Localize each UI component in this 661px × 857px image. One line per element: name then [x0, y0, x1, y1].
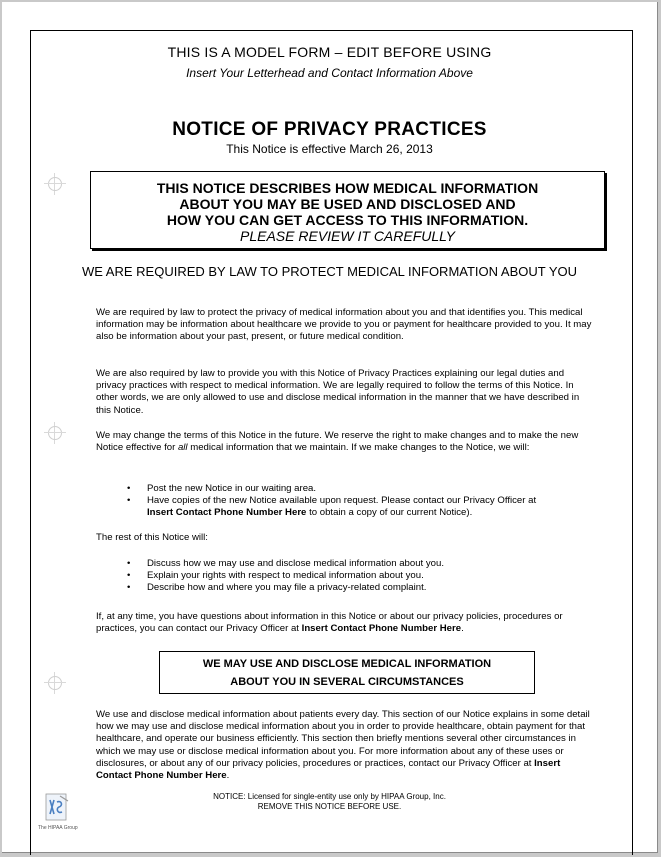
paragraph-2: We are also required by law to provide you with this Notice of Privacy Practices explaining our legal duties and privacy practices with respect to medical information. We are legally required to follow the terms of this Notice. In other words, we are only allowed to use and disclose medical information in the manner that we have described in this Notice.	[96, 368, 580, 416]
list-item: • Explain your rights with respect to medical information about you.	[127, 570, 597, 582]
paragraph-5: We use and disclose medical information about patients every day. This section of our Notice explains in some detail how we may use and disclose medical information about you in order to provide healthcare, obtain payment for that healthcare, and operate our business efficiently. This section then briefly mentions several other circumstances in which we may use or disclose medical information about you. For more information about any of these uses or disclosures, or about any of our privacy policies, procedures or practices, contact our Privacy Officer at Insert Contact Phone Number Here.	[96, 709, 590, 782]
notice-warning-box	[90, 171, 605, 249]
bullet-list-rest	[127, 558, 597, 595]
list-item: • Have copies of the new Notice available upon request. Please contact our Privacy Officer at Insert Contact Phone Number Here to obtain a copy of our current Notice).	[127, 495, 597, 519]
section-box-uses	[159, 651, 535, 694]
uses-line-1: WE MAY USE AND DISCLOSE MEDICAL INFORMATION	[202, 658, 492, 670]
paragraph-3: We may change the terms of this Notice in the future. We reserve the right to make changes and to make the new Notice effective for all medical information that we maintain. If we make changes to the Notice, we will:	[96, 430, 579, 454]
license-line-2: REMOVE THIS NOTICE BEFORE USE.	[257, 802, 402, 811]
warning-line-2: ABOUT YOU MAY BE USED AND DISCLOSED AND	[179, 196, 516, 212]
list-item: • Post the new Notice in our waiting area.	[127, 483, 597, 495]
section-heading-required: WE ARE REQUIRED BY LAW TO PROTECT MEDICAL INFORMATION ABOUT YOU	[81, 264, 578, 279]
logo-caption: The HIPAA Group	[38, 825, 78, 831]
license-line-1: NOTICE: Licensed for single-entity use only by HIPAA Group, Inc.	[213, 792, 446, 801]
list-item: • Discuss how we may use and disclose medical information about you.	[127, 558, 597, 570]
warning-line-3: HOW YOU CAN GET ACCESS TO THIS INFORMATION.	[166, 212, 529, 228]
uses-line-2: ABOUT YOU IN SEVERAL CIRCUMSTANCES	[230, 676, 464, 688]
license-notice	[2, 792, 657, 812]
rest-intro: The rest of this Notice will:	[96, 532, 208, 543]
crosshair-mark	[44, 672, 66, 694]
crosshair-mark	[44, 422, 66, 444]
list-item: • Describe how and where you may file a privacy-related complaint.	[127, 582, 597, 594]
paragraph-1: We are required by law to protect the privacy of medical information about you and that identifies you. This medical information may be information about healthcare we provide to you or payment for healthcare provided to you. It may also be information about your past, present, or future medical condition.	[96, 307, 592, 343]
model-form-header: THIS IS A MODEL FORM – EDIT BEFORE USING	[167, 44, 492, 60]
warning-line-1: THIS NOTICE DESCRIBES HOW MEDICAL INFORMATION	[156, 180, 539, 196]
warning-line-4: PLEASE REVIEW IT CAREFULLY	[240, 228, 455, 244]
crosshair-mark	[44, 173, 66, 195]
document-title: NOTICE OF PRIVACY PRACTICES	[172, 119, 487, 140]
document-page	[2, 2, 658, 853]
bullet-list-changes	[127, 483, 597, 520]
hipaa-group-logo-icon	[44, 792, 70, 824]
letterhead-instruction: Insert Your Letterhead and Contact Information Above	[186, 66, 473, 80]
effective-date: This Notice is effective March 26, 2013	[226, 142, 433, 156]
paragraph-4: If, at any time, you have questions about information in this Notice or about our privacy policies, procedures or practices, you can contact our Privacy Officer at Insert Contact Phone Number Here.	[96, 611, 563, 635]
